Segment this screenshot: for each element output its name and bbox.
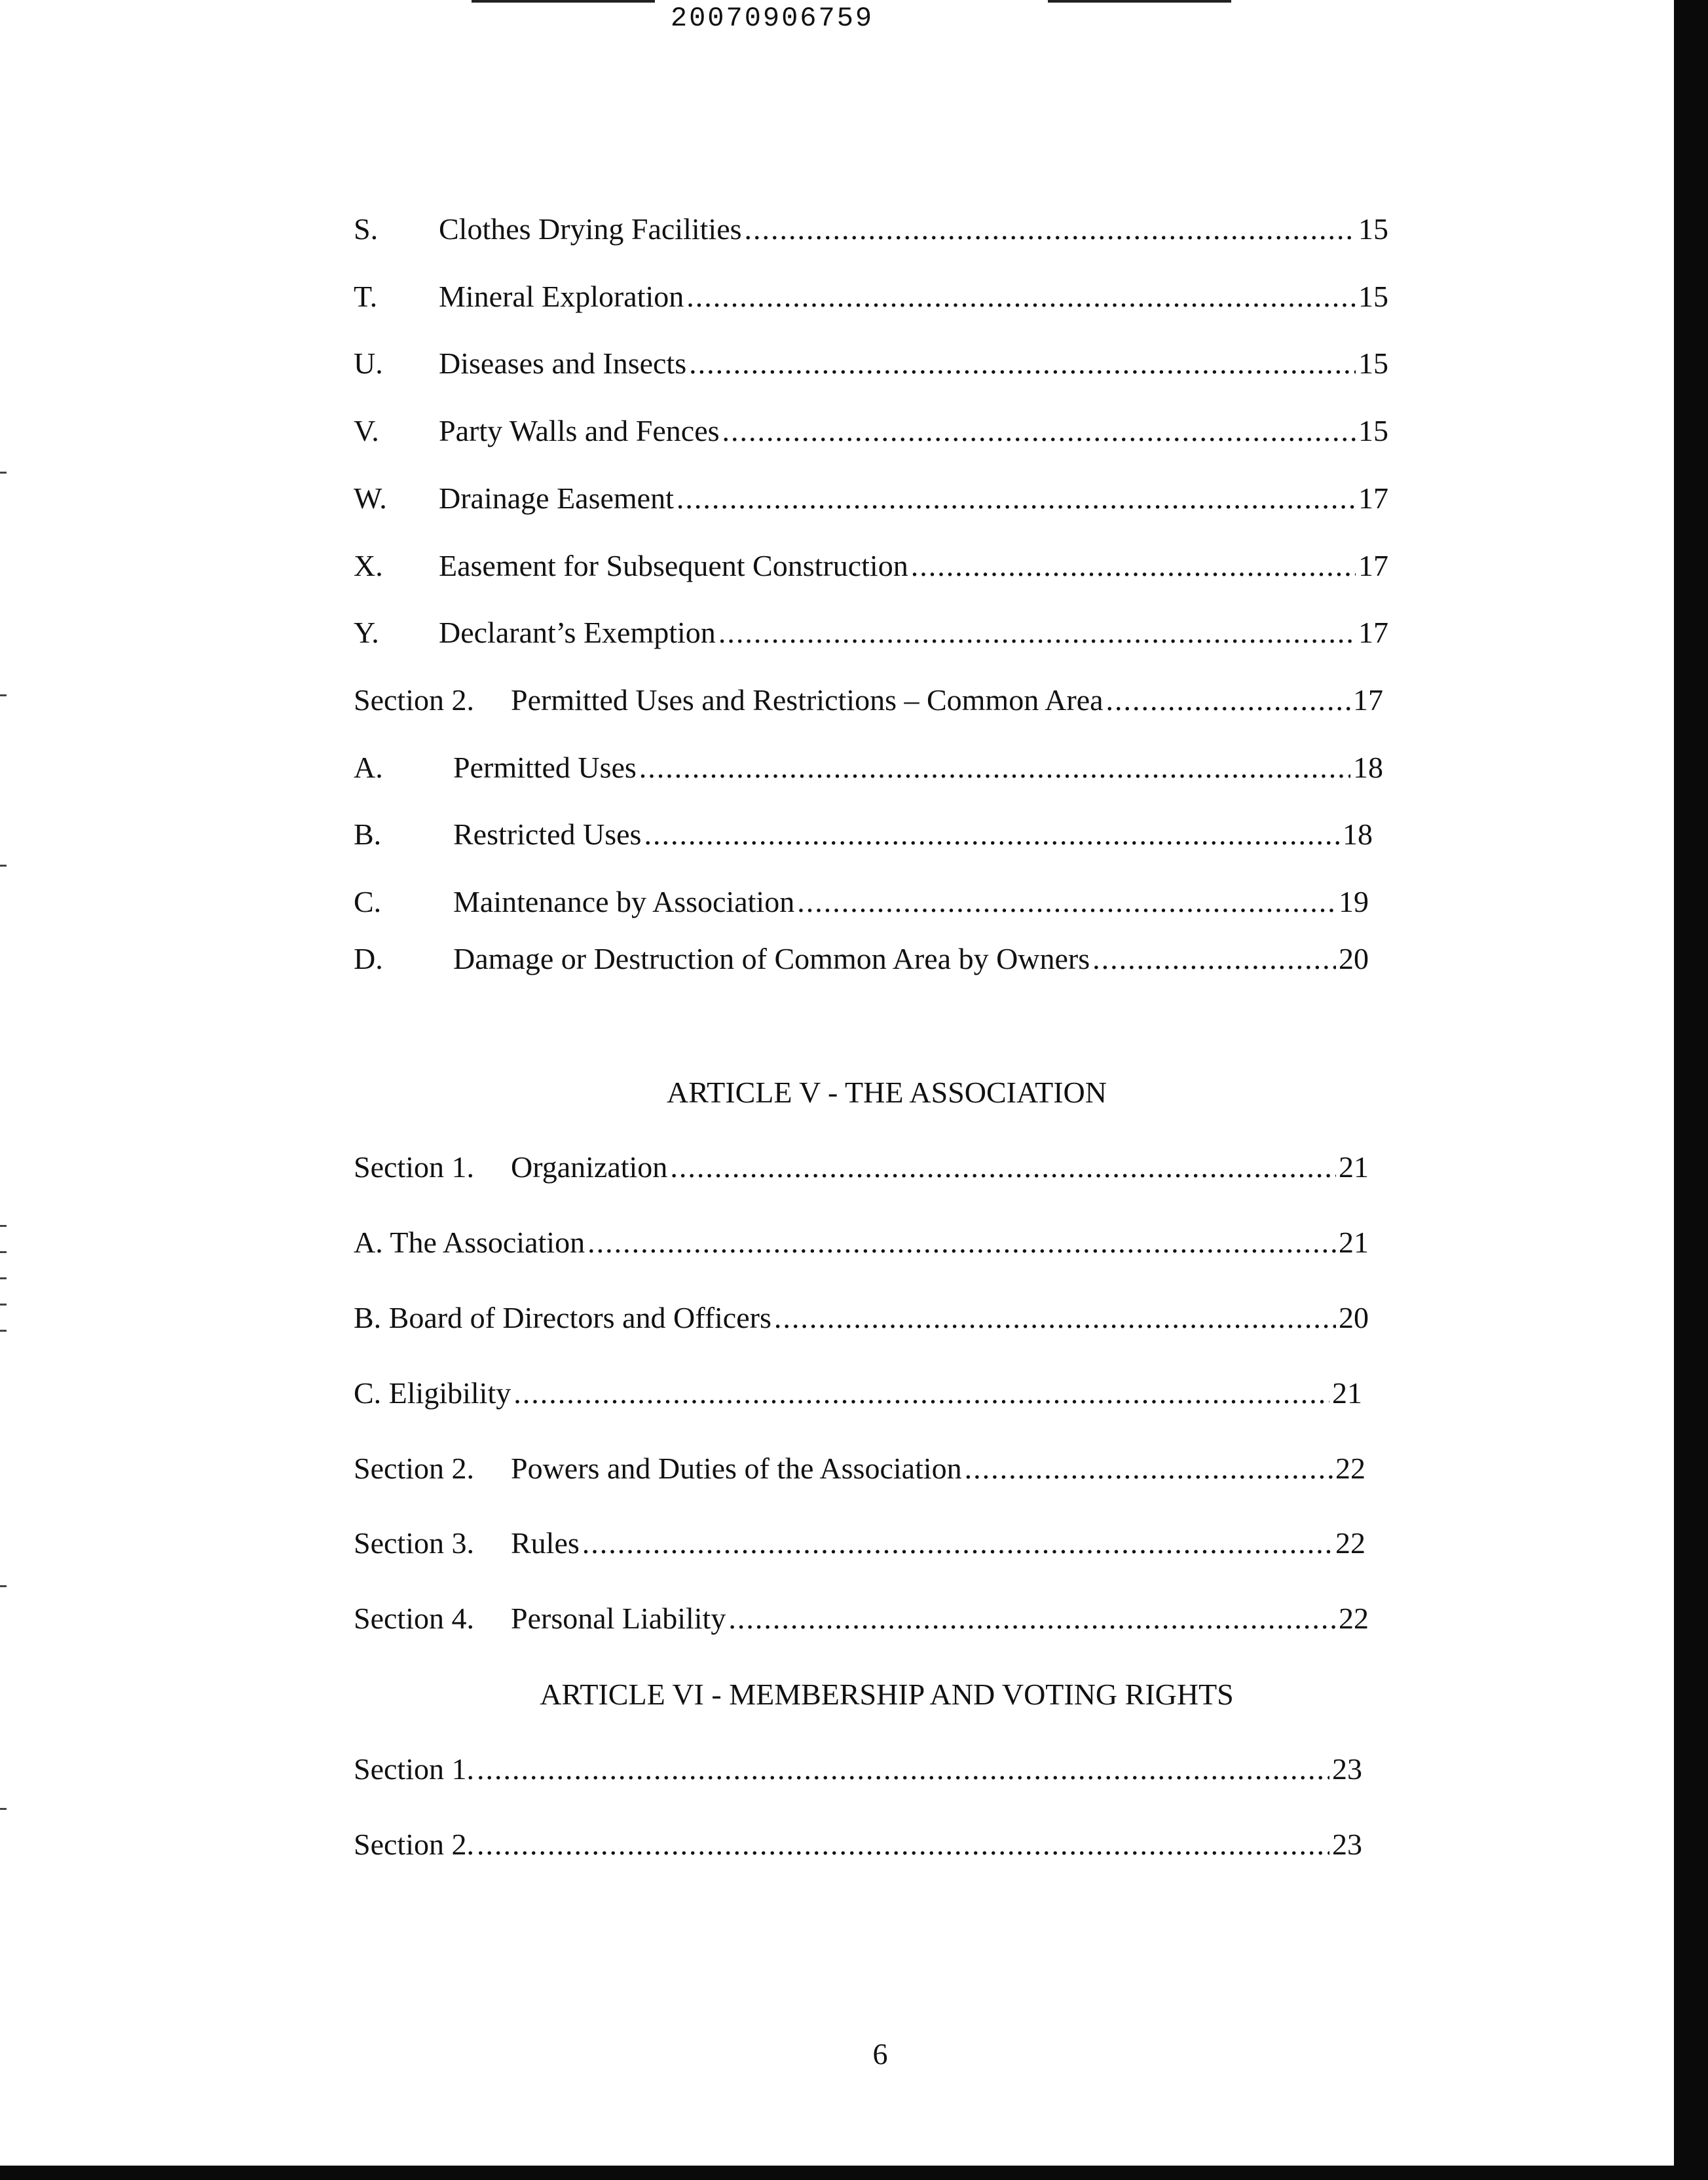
toc-entry-title: A. The Association bbox=[354, 1226, 585, 1259]
scan-tick bbox=[0, 1251, 7, 1253]
toc-entry-title: Permitted Uses and Restrictions – Common Area bbox=[511, 683, 1104, 717]
toc-entry-title: Rules bbox=[511, 1526, 580, 1560]
toc-entry-page: 17 bbox=[1353, 683, 1383, 717]
dot-leader bbox=[677, 479, 1356, 518]
toc-entry-letter: W. bbox=[354, 481, 387, 515]
dot-leader bbox=[582, 1524, 1333, 1563]
toc-entry-letter: Y. bbox=[354, 616, 379, 649]
toc-entry-page: 19 bbox=[1339, 885, 1369, 918]
toc-entry-page: 23 bbox=[1332, 1828, 1362, 1861]
dot-leader bbox=[911, 546, 1356, 586]
toc-entry-title: Mineral Exploration bbox=[439, 280, 684, 313]
toc-entry-x bbox=[354, 546, 1388, 586]
dot-leader bbox=[477, 1750, 1329, 1789]
toc-entry-u bbox=[354, 344, 1388, 383]
toc-entry-page: 22 bbox=[1335, 1526, 1365, 1560]
dot-leader bbox=[745, 210, 1356, 249]
toc-article-v-section-1 bbox=[354, 1148, 1369, 1187]
scan-tick bbox=[0, 865, 7, 867]
toc-article-v-board bbox=[354, 1298, 1369, 1338]
dot-leader bbox=[797, 882, 1336, 922]
toc-entry-title: Clothes Drying Facilities bbox=[439, 212, 742, 246]
scan-tick bbox=[0, 1330, 7, 1332]
dot-leader bbox=[1106, 681, 1350, 720]
toc-section-label: Section 3. bbox=[354, 1526, 474, 1560]
toc-section-label: Section 1. bbox=[354, 1150, 474, 1184]
scan-border-bottom bbox=[0, 2166, 1708, 2180]
page-number: 6 bbox=[872, 2037, 888, 2071]
toc-entry-title: Drainage Easement bbox=[439, 481, 674, 515]
toc-entry-page: 20 bbox=[1339, 1301, 1369, 1334]
toc-entry-letter: B. bbox=[354, 817, 382, 851]
toc-entry-page: 15 bbox=[1358, 347, 1388, 380]
toc-entry-c bbox=[354, 882, 1369, 922]
toc-article-v-eligibility bbox=[354, 1374, 1362, 1413]
toc-entry-page: 21 bbox=[1339, 1150, 1369, 1184]
toc-section-label: Section 1. bbox=[354, 1752, 474, 1786]
toc-entry-letter: D. bbox=[354, 942, 383, 975]
toc-section-2-common-area bbox=[354, 681, 1383, 720]
toc-entry-page: 20 bbox=[1339, 942, 1369, 975]
document-number: 20070906759 bbox=[670, 3, 874, 34]
toc-entry-title: Party Walls and Fences bbox=[439, 414, 720, 447]
toc-article-v-association bbox=[354, 1223, 1369, 1262]
toc-entry-letter: S. bbox=[354, 212, 379, 246]
toc-entry-page: 21 bbox=[1339, 1226, 1369, 1259]
scan-tick bbox=[0, 1304, 7, 1306]
toc-entry-page: 23 bbox=[1332, 1752, 1362, 1786]
toc-entry-a bbox=[354, 748, 1383, 787]
scan-tick bbox=[0, 694, 7, 696]
toc-entry-title: Organization bbox=[511, 1150, 668, 1184]
toc-entry-letter: A. bbox=[354, 751, 383, 784]
toc-entry-letter: U. bbox=[354, 347, 383, 380]
dot-leader bbox=[722, 411, 1356, 451]
toc-entry-title: Maintenance by Association bbox=[453, 885, 795, 918]
article-vi-heading: ARTICLE VI - MEMBERSHIP AND VOTING RIGHTS bbox=[540, 1678, 1234, 1711]
toc-entry-title: Personal Liability bbox=[511, 1602, 726, 1635]
toc-entry-letter: V. bbox=[354, 414, 379, 447]
toc-entry-letter: C. bbox=[354, 885, 382, 918]
dot-leader bbox=[965, 1449, 1333, 1488]
toc-section-label: Section 4. bbox=[354, 1602, 474, 1635]
dot-leader bbox=[639, 748, 1350, 787]
toc-entry-page: 21 bbox=[1332, 1376, 1362, 1410]
toc-entry-s bbox=[354, 210, 1388, 249]
toc-entry-page: 18 bbox=[1353, 751, 1383, 784]
toc-entry-w bbox=[354, 479, 1388, 518]
dot-leader bbox=[513, 1374, 1329, 1413]
toc-entry-b bbox=[354, 815, 1373, 854]
scan-tick bbox=[0, 1225, 7, 1227]
dot-leader bbox=[686, 277, 1356, 316]
toc-entry-page: 22 bbox=[1339, 1602, 1369, 1635]
toc-entry-page: 17 bbox=[1358, 549, 1388, 582]
toc-entry-d bbox=[354, 939, 1369, 979]
dot-leader bbox=[477, 1825, 1329, 1864]
toc-entry-title: Permitted Uses bbox=[453, 751, 637, 784]
toc-entry-title: Powers and Duties of the Association bbox=[511, 1452, 962, 1485]
toc-entry-page: 15 bbox=[1358, 212, 1388, 246]
dot-leader bbox=[689, 344, 1356, 383]
dot-leader bbox=[670, 1148, 1336, 1187]
dot-leader bbox=[728, 1599, 1336, 1638]
toc-entry-title: B. Board of Directors and Officers bbox=[354, 1301, 771, 1334]
toc-article-v-section-2 bbox=[354, 1449, 1365, 1488]
toc-article-v-section-4 bbox=[354, 1599, 1369, 1638]
toc-entry-letter: X. bbox=[354, 549, 383, 582]
toc-entry-page: 17 bbox=[1358, 481, 1388, 515]
toc-entry-title: Damage or Destruction of Common Area by Owners bbox=[453, 942, 1090, 975]
toc-entry-title: Declarant’s Exemption bbox=[439, 616, 716, 649]
scan-tick bbox=[0, 472, 7, 474]
toc-entry-title: Easement for Subsequent Construction bbox=[439, 549, 908, 582]
dot-leader bbox=[774, 1298, 1336, 1338]
toc-entry-y bbox=[354, 613, 1388, 652]
toc-entry-page: 17 bbox=[1358, 616, 1388, 649]
toc-section-label: Section 2. bbox=[354, 1828, 474, 1861]
toc-article-vi-section-1 bbox=[354, 1750, 1362, 1789]
toc-entry-title: C. Eligibility bbox=[354, 1376, 511, 1410]
toc-entry-page: 15 bbox=[1358, 280, 1388, 313]
dot-leader bbox=[587, 1223, 1336, 1262]
toc-entry-letter: T. bbox=[354, 280, 378, 313]
dot-leader bbox=[1092, 939, 1336, 979]
article-v-heading: ARTICLE V - THE ASSOCIATION bbox=[667, 1076, 1107, 1109]
toc-section-label: Section 2. bbox=[354, 1452, 474, 1485]
scan-tick bbox=[0, 1808, 7, 1810]
toc-entry-v bbox=[354, 411, 1388, 451]
toc-entry-page: 22 bbox=[1335, 1452, 1365, 1485]
dot-leader bbox=[718, 613, 1356, 652]
scan-tick bbox=[0, 1585, 7, 1587]
toc-entry-title: Restricted Uses bbox=[453, 817, 642, 851]
toc-entry-title: Diseases and Insects bbox=[439, 347, 687, 380]
scan-tick bbox=[0, 1277, 7, 1279]
toc-entry-page: 18 bbox=[1343, 817, 1373, 851]
toc-article-vi-section-2 bbox=[354, 1825, 1362, 1864]
toc-entry-t bbox=[354, 277, 1388, 316]
toc-entry-page: 15 bbox=[1358, 414, 1388, 447]
toc-section-label: Section 2. bbox=[354, 683, 474, 717]
toc-article-v-section-3 bbox=[354, 1524, 1365, 1563]
dot-leader bbox=[644, 815, 1340, 854]
